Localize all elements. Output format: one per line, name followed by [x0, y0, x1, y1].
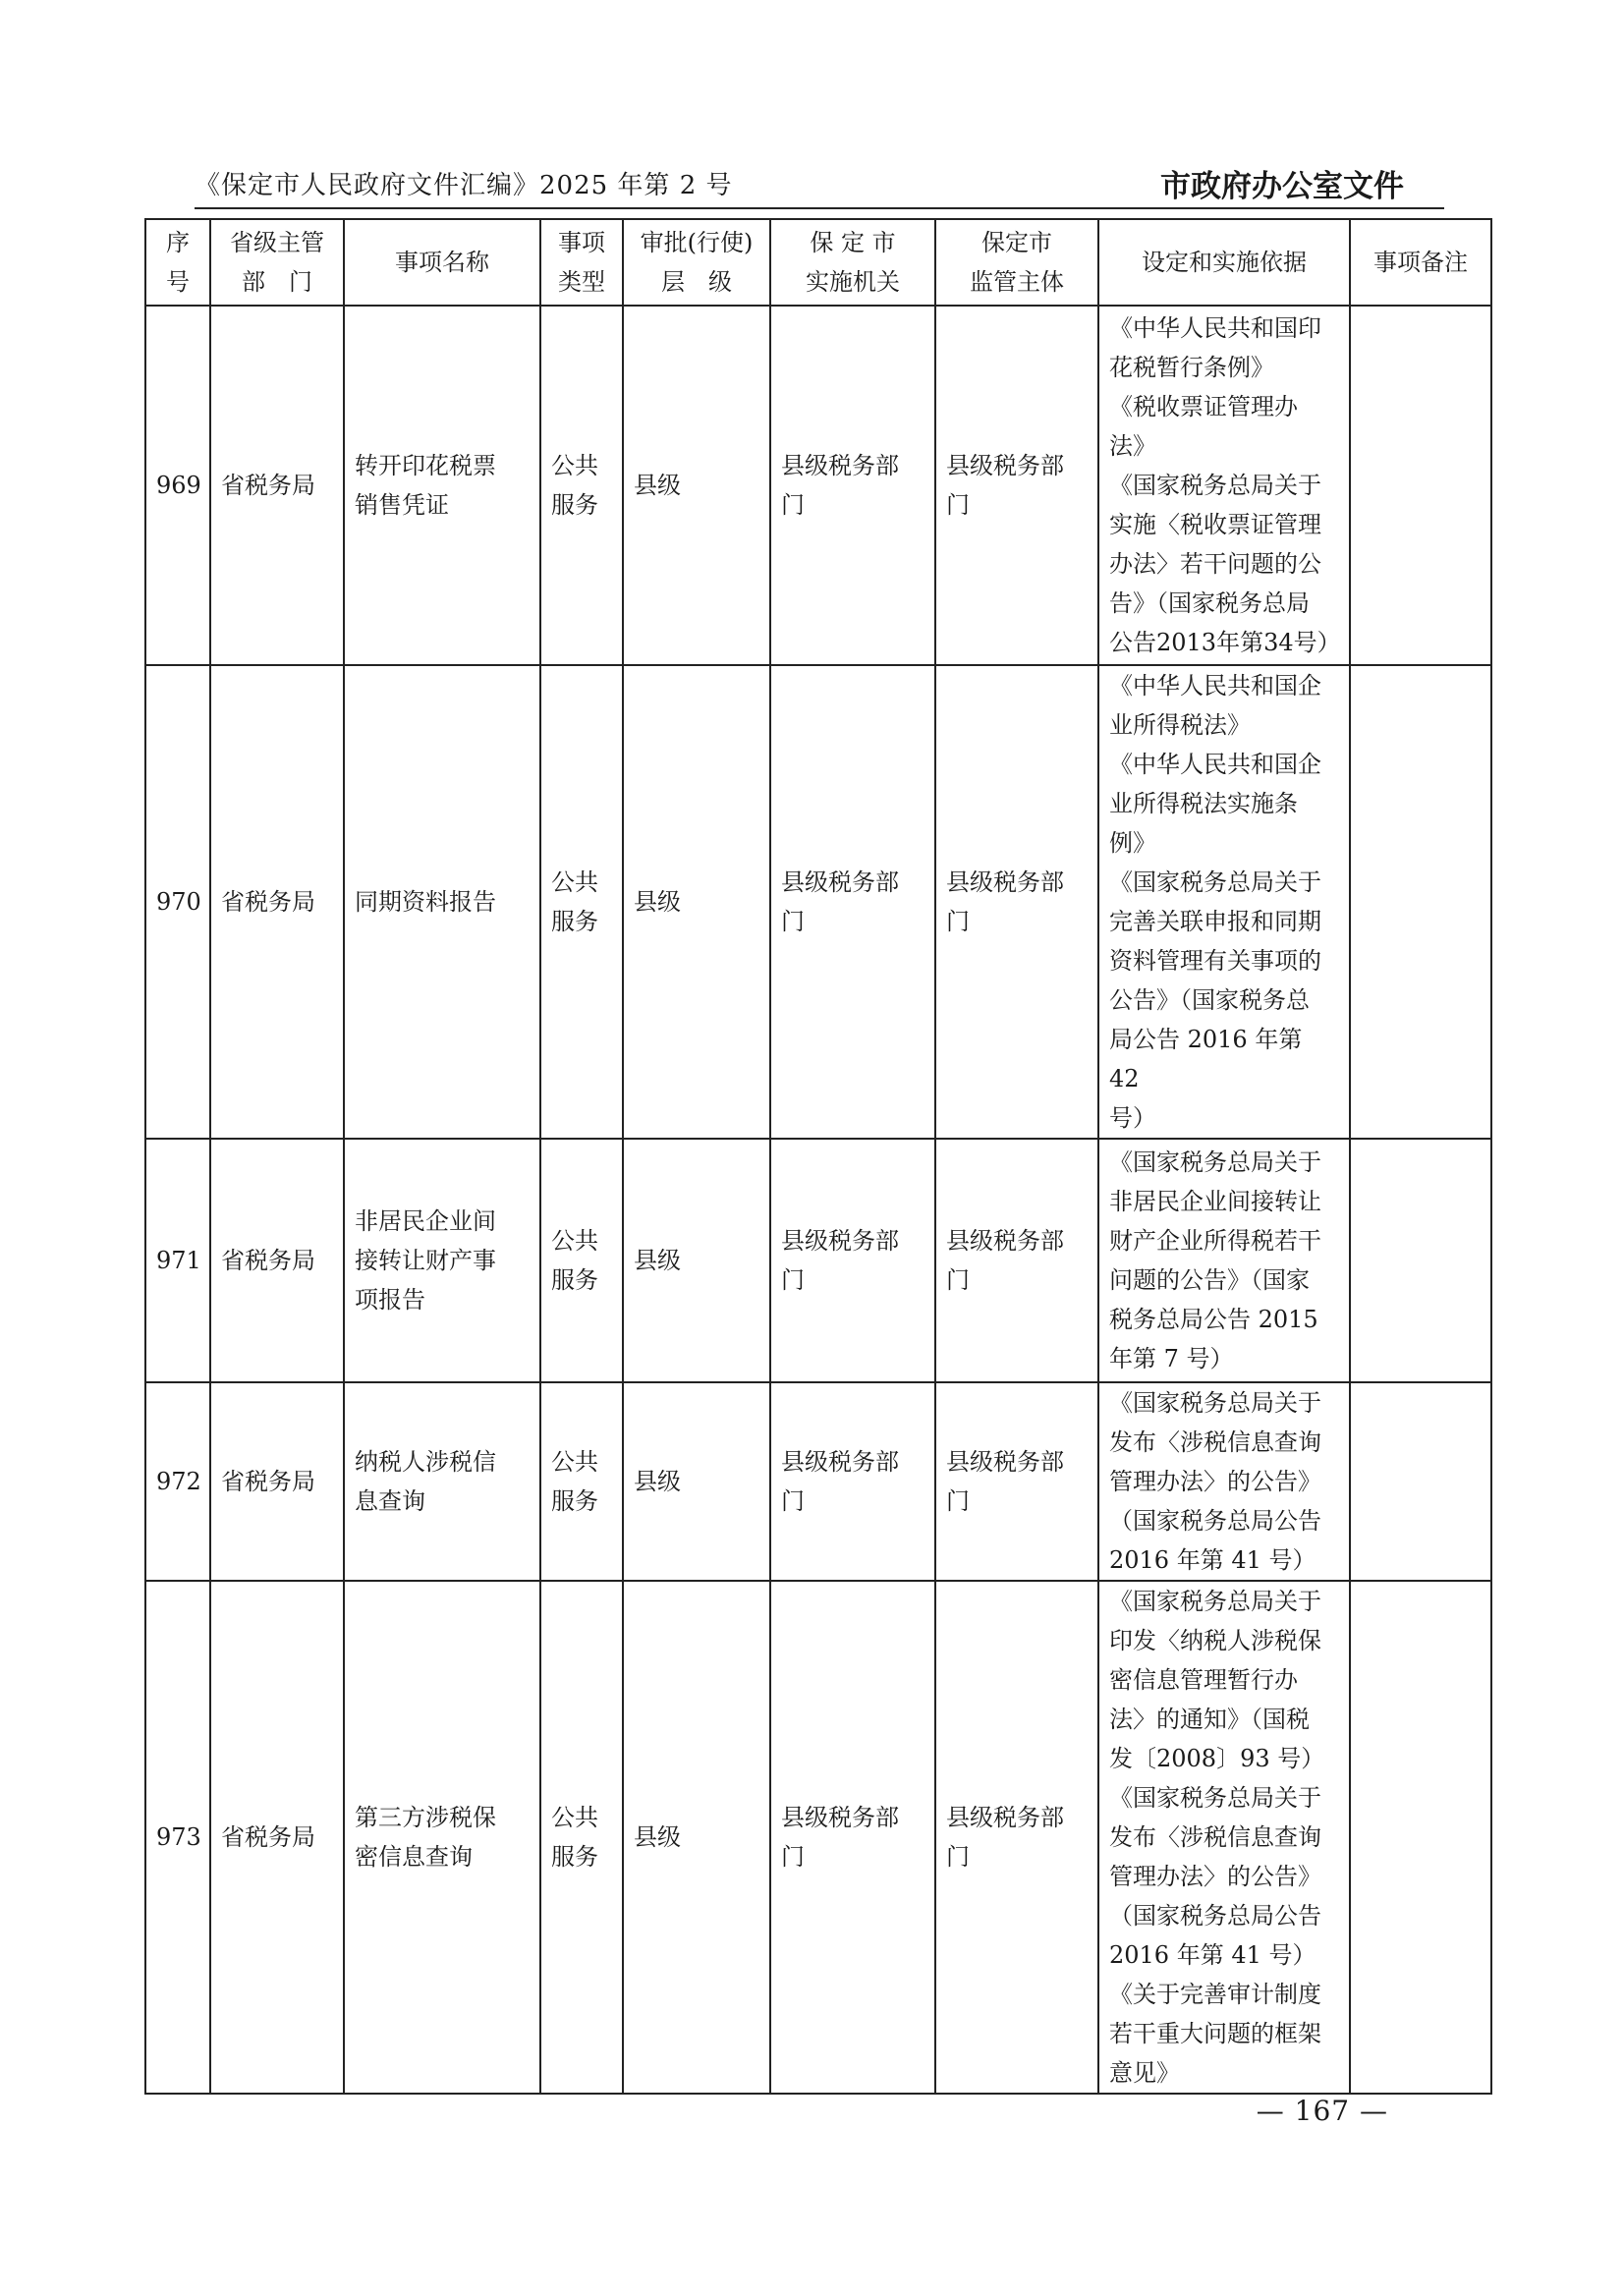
- implementing-org-cell: 县级税务部 门: [770, 1139, 935, 1382]
- col-header-dept: 省级主管 部 门: [210, 219, 344, 306]
- supervisor-cell: 县级税务部 门: [935, 665, 1098, 1139]
- item-type-cell: 公共 服务: [540, 665, 623, 1139]
- page-number: — 167 —: [1256, 2095, 1388, 2127]
- dept-cell: 省税务局: [210, 1382, 344, 1581]
- running-header-section: 市政府办公室文件: [1160, 169, 1404, 204]
- table-row: [145, 306, 1491, 665]
- level-cell: 县级: [623, 665, 770, 1139]
- col-header-remark: 事项备注: [1350, 219, 1491, 306]
- item-type-cell: 公共 服务: [540, 306, 623, 665]
- item-type-cell: 公共 服务: [540, 1382, 623, 1581]
- legal-basis-cell: 《中华人民共和国企 业所得税法》 《中华人民共和国企 业所得税法实施条 例》 《国家税务总局关于 完善关联申报和同期 资料管理有关事项的 公告》（国家税务总 局公告 2016 年第 42 号）: [1098, 665, 1350, 1139]
- dept-cell: 省税务局: [210, 665, 344, 1139]
- level-cell: 县级: [623, 1139, 770, 1382]
- col-header-no: 序号: [145, 219, 210, 306]
- level-cell: 县级: [623, 1581, 770, 2094]
- item-type-cell: 公共 服务: [540, 1139, 623, 1382]
- row-number: 969: [145, 306, 210, 665]
- col-header-supervisor: 保定市 监管主体: [935, 219, 1098, 306]
- table-row: [145, 665, 1491, 1139]
- legal-basis-cell: 《国家税务总局关于 发布〈涉税信息查询 管理办法〉的公告》 （国家税务总局公告 2016 年第 41 号）: [1098, 1382, 1350, 1581]
- row-number: 973: [145, 1581, 210, 2094]
- implementing-org-cell: 县级税务部 门: [770, 665, 935, 1139]
- level-cell: 县级: [623, 1382, 770, 1581]
- col-header-basis: 设定和实施依据: [1098, 219, 1350, 306]
- table-header-row: [145, 219, 1491, 306]
- dept-cell: 省税务局: [210, 306, 344, 665]
- running-header-title: 《保定市人民政府文件汇编》2025 年第 2 号: [195, 171, 733, 200]
- item-name-cell: 同期资料报告: [344, 665, 540, 1139]
- item-name-cell: 纳税人涉税信 息查询: [344, 1382, 540, 1581]
- row-number: 972: [145, 1382, 210, 1581]
- remark-cell: [1350, 1382, 1491, 1581]
- supervisor-cell: 县级税务部 门: [935, 1382, 1098, 1581]
- level-cell: 县级: [623, 306, 770, 665]
- supervisor-cell: 县级税务部 门: [935, 1581, 1098, 2094]
- item-name-cell: 非居民企业间 接转让财产事 项报告: [344, 1139, 540, 1382]
- col-header-name: 事项名称: [344, 219, 540, 306]
- item-name-cell: 转开印花税票 销售凭证: [344, 306, 540, 665]
- row-number: 970: [145, 665, 210, 1139]
- remark-cell: [1350, 1581, 1491, 2094]
- remark-cell: [1350, 1139, 1491, 1382]
- header-rule: [195, 207, 1444, 209]
- implementing-org-cell: 县级税务部 门: [770, 1382, 935, 1581]
- col-header-org: 保 定 市 实施机关: [770, 219, 935, 306]
- item-type-cell: 公共 服务: [540, 1581, 623, 2094]
- col-header-level: 审批(行使) 层 级: [623, 219, 770, 306]
- legal-basis-cell: 《国家税务总局关于 非居民企业间接转让 财产企业所得税若干 问题的公告》（国家 税务总局公告 2015 年第 7 号）: [1098, 1139, 1350, 1382]
- dept-cell: 省税务局: [210, 1581, 344, 2094]
- matters-table: [144, 218, 1492, 2095]
- legal-basis-cell: 《国家税务总局关于 印发〈纳税人涉税保 密信息管理暂行办 法〉的通知》（国税 发〔2008〕93 号） 《国家税务总局关于 发布〈涉税信息查询 管理办法〉的公告》 （国家税务总局公告 2016 年第 41 号） 《关于完善审计制度 若干重大问题的框架 意见》: [1098, 1581, 1350, 2094]
- implementing-org-cell: 县级税务部 门: [770, 306, 935, 665]
- table-row: [145, 1382, 1491, 1581]
- legal-basis-cell: 《中华人民共和国印 花税暂行条例》 《税收票证管理办 法》 《国家税务总局关于 实施〈税收票证管理 办法〉若干问题的公 告》（国家税务总局 公告2013年第34号）: [1098, 306, 1350, 665]
- supervisor-cell: 县级税务部 门: [935, 1139, 1098, 1382]
- supervisor-cell: 县级税务部 门: [935, 306, 1098, 665]
- item-name-cell: 第三方涉税保 密信息查询: [344, 1581, 540, 2094]
- col-header-type: 事项 类型: [540, 219, 623, 306]
- implementing-org-cell: 县级税务部 门: [770, 1581, 935, 2094]
- remark-cell: [1350, 665, 1491, 1139]
- remark-cell: [1350, 306, 1491, 665]
- table-row: [145, 1139, 1491, 1382]
- table-row: [145, 1581, 1491, 2094]
- row-number: 971: [145, 1139, 210, 1382]
- dept-cell: 省税务局: [210, 1139, 344, 1382]
